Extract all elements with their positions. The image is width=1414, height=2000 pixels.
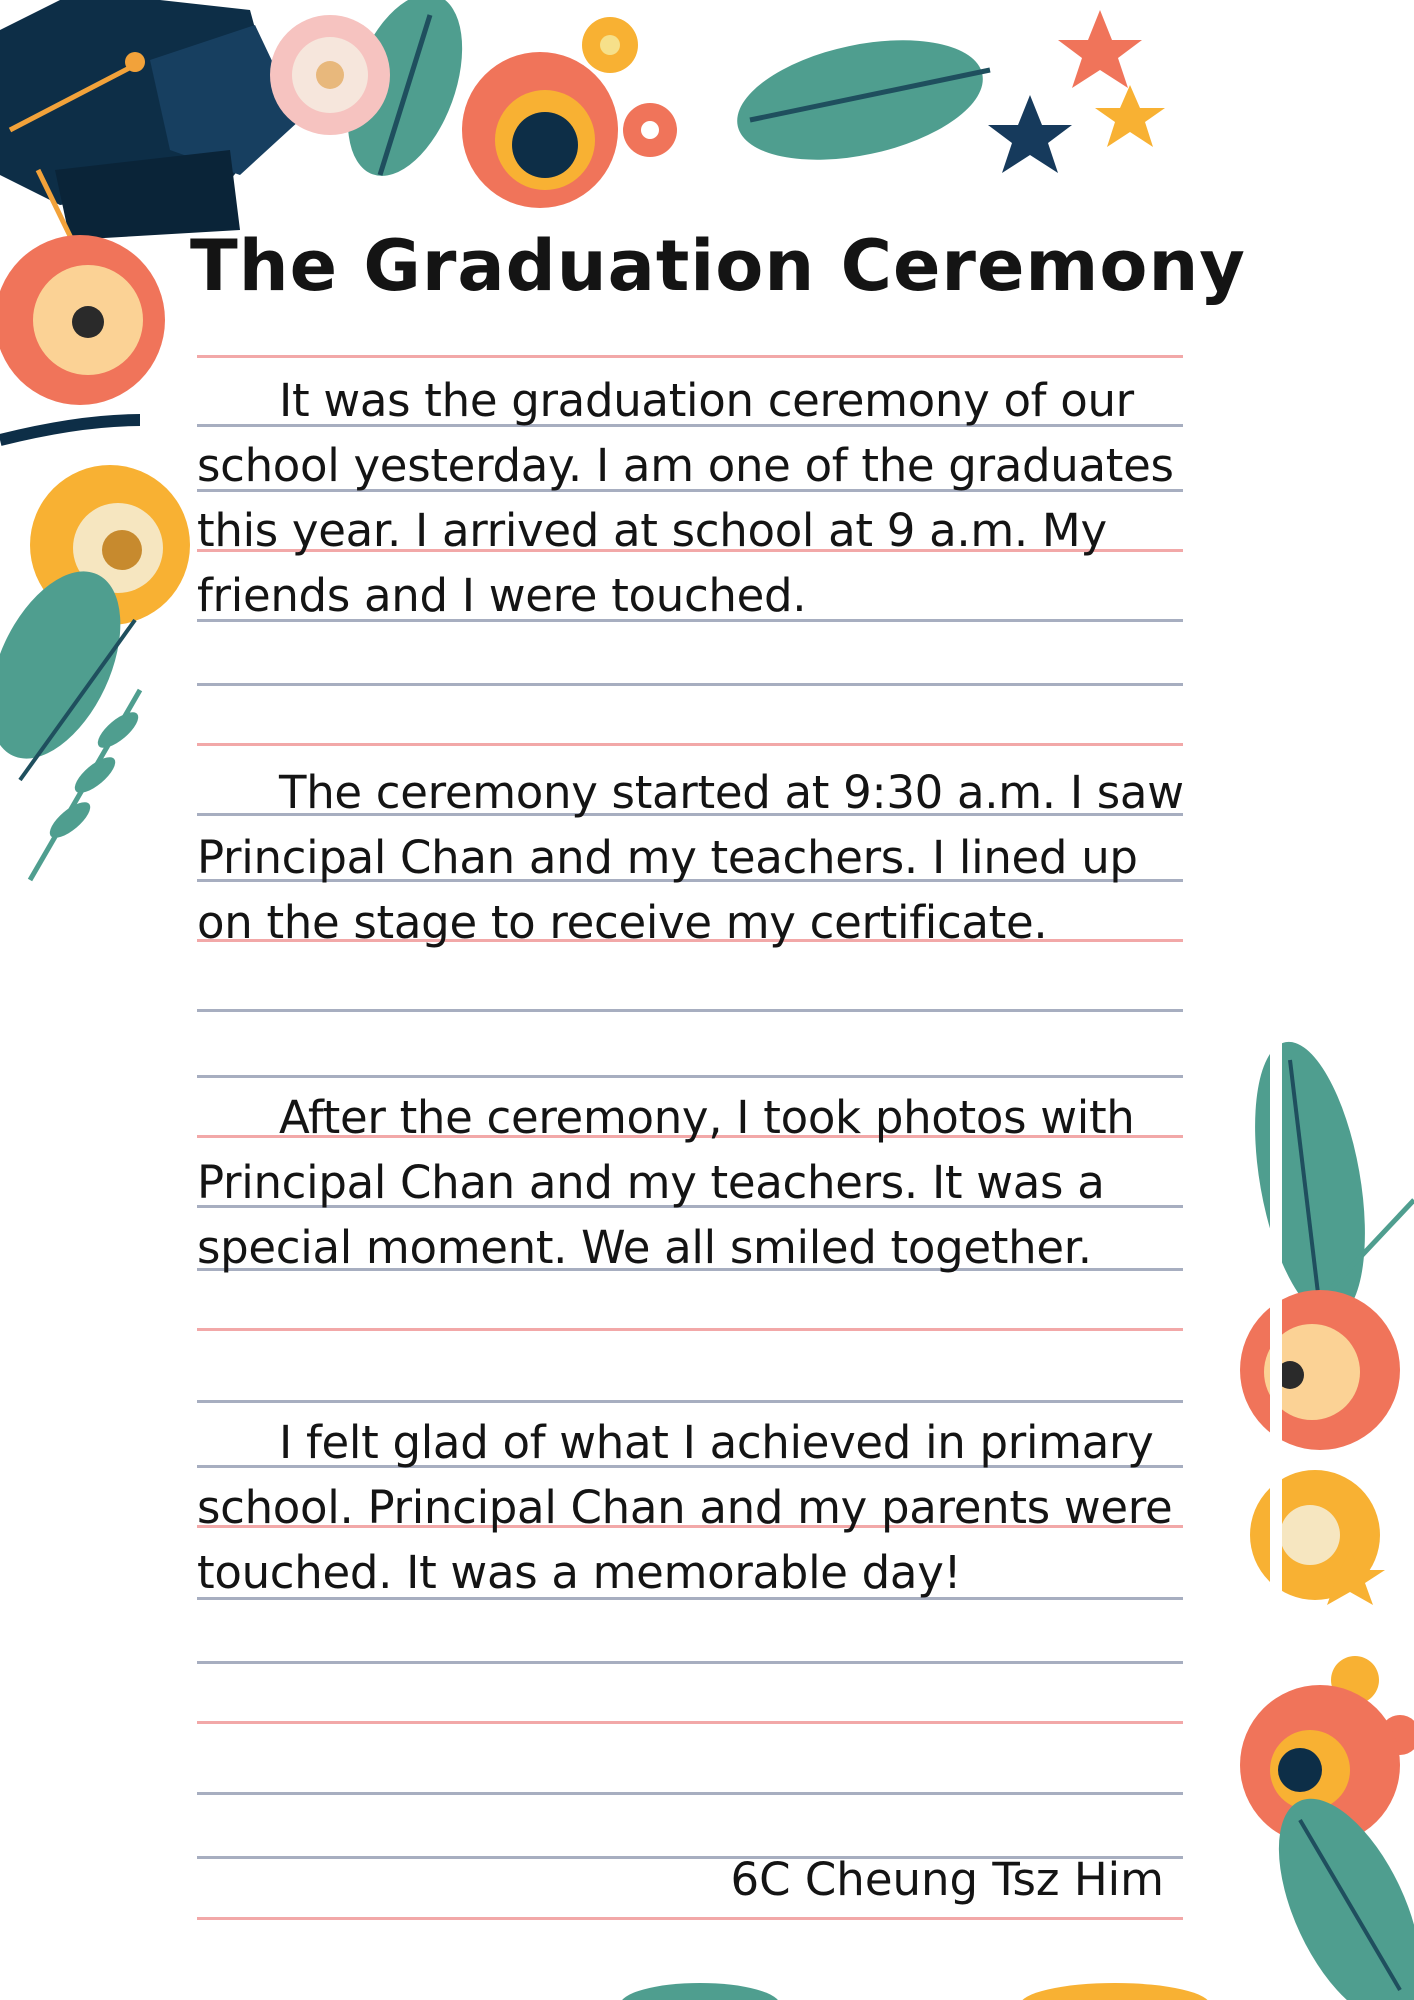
rule-line xyxy=(197,1075,1183,1078)
left-flower-cluster xyxy=(0,235,190,880)
rule-line xyxy=(197,1721,1183,1724)
paragraph-4: I felt glad of what I achieved in primary school. Principal Chan and my parents were touched. It was a memorable day! xyxy=(197,1416,1173,1599)
rule-line xyxy=(197,355,1183,358)
rule-line xyxy=(197,1792,1183,1795)
paragraph-2: The ceremony started at 9:30 a.m. I saw Principal Chan and my teachers. I lined up on the stage to receive my certificate. xyxy=(197,766,1184,949)
top-flower-cluster xyxy=(270,0,1165,208)
page-title: The Graduation Ceremony xyxy=(190,225,1246,307)
rule-line xyxy=(197,1009,1183,1012)
right-flower-cluster xyxy=(1236,1033,1414,2000)
rule-line xyxy=(197,743,1183,746)
rule-line xyxy=(197,1917,1183,1920)
graduation-cap-icon xyxy=(0,0,300,240)
rule-line xyxy=(197,1661,1183,1664)
rule-line xyxy=(197,683,1183,686)
rule-line xyxy=(197,1328,1183,1331)
paragraph-3: After the ceremony, I took photos with Principal Chan and my teachers. It was a special moment. We all smiled together. xyxy=(197,1091,1135,1274)
rule-line xyxy=(197,1400,1183,1403)
bottom-leaf-strip xyxy=(620,1983,1210,2000)
author-signature: 6C Cheung Tsz Him xyxy=(730,1853,1164,1906)
paragraph-1: It was the graduation ceremony of our school yesterday. I am one of the graduates this year. I arrived at school at 9 a.m. My friends and I were touched. xyxy=(197,374,1174,622)
